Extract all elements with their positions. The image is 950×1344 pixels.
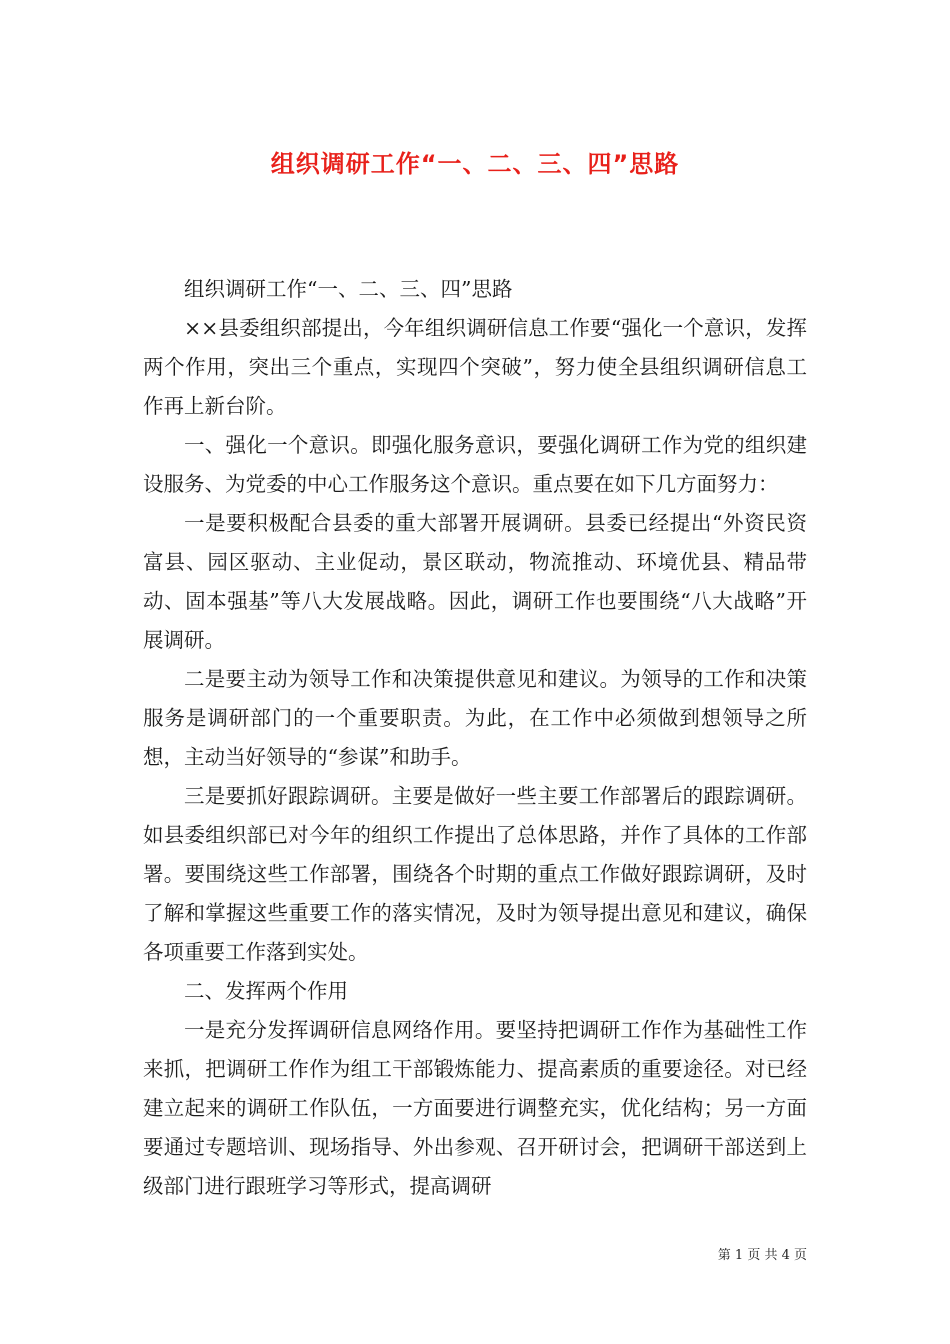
paragraph-point-three: 三是要抓好跟踪调研。主要是做好一些主要工作部署后的跟踪调研。如县委组织部已对今年的组织工作提出了总体思路，并作了具体的工作部署。要围绕这些工作部署，围绕各个时期的重点工作做好跟踪调研，及时了解和掌握这些重要工作的落实情况，及时为领导提出意见和建议，确保各项重要工作落到实处。	[143, 784, 807, 964]
paragraph-intro: ××县委组织部提出，今年组织调研信息工作要“强化一个意识，发挥两个作用，突出三个重点，实现四个突破”，努力使全县组织调研信息工作再上新台阶。	[143, 316, 807, 418]
page-title: 组织调研工作“一、二、三、四”思路	[270, 150, 680, 179]
paragraph-point-one: 一是要积极配合县委的重大部署开展调研。县委已经提出“外资民资富县、园区驱动、主业促动，景区联动，物流推动、环境优县、精品带动、固本强基”等八大发展战略。因此，调研工作也要围绕“八大战略”开展调研。	[143, 511, 807, 652]
paragraph-point-two: 二是要主动为领导工作和决策提供意见和建议。为领导的工作和决策服务是调研部门的一个重要职责。为此，在工作中必须做到想领导之所想，主动当好领导的“参谋”和助手。	[143, 667, 807, 769]
document-body	[143, 270, 807, 1206]
paragraph-subtitle: 组织调研工作“一、二、三、四”思路	[184, 277, 513, 301]
paragraph-section-one: 一、强化一个意识。即强化服务意识，要强化调研工作为党的组织建设服务、为党委的中心工作服务这个意识。重点要在如下几方面努力：	[143, 433, 807, 496]
page-number: 第 1 页 共 4 页	[717, 1248, 807, 1263]
paragraph-section-two: 二、发挥两个作用	[184, 979, 348, 1003]
paragraph-section-two-point-one: 一是充分发挥调研信息网络作用。要坚持把调研工作作为基础性工作来抓，把调研工作作为组工干部锻炼能力、提高素质的重要途径。对已经建立起来的调研工作队伍，一方面要进行调整充实，优化结构；另一方面要通过专题培训、现场指导、外出参观、召开研讨会，把调研干部送到上级部门进行跟班学习等形式，提高调研	[143, 1018, 807, 1198]
